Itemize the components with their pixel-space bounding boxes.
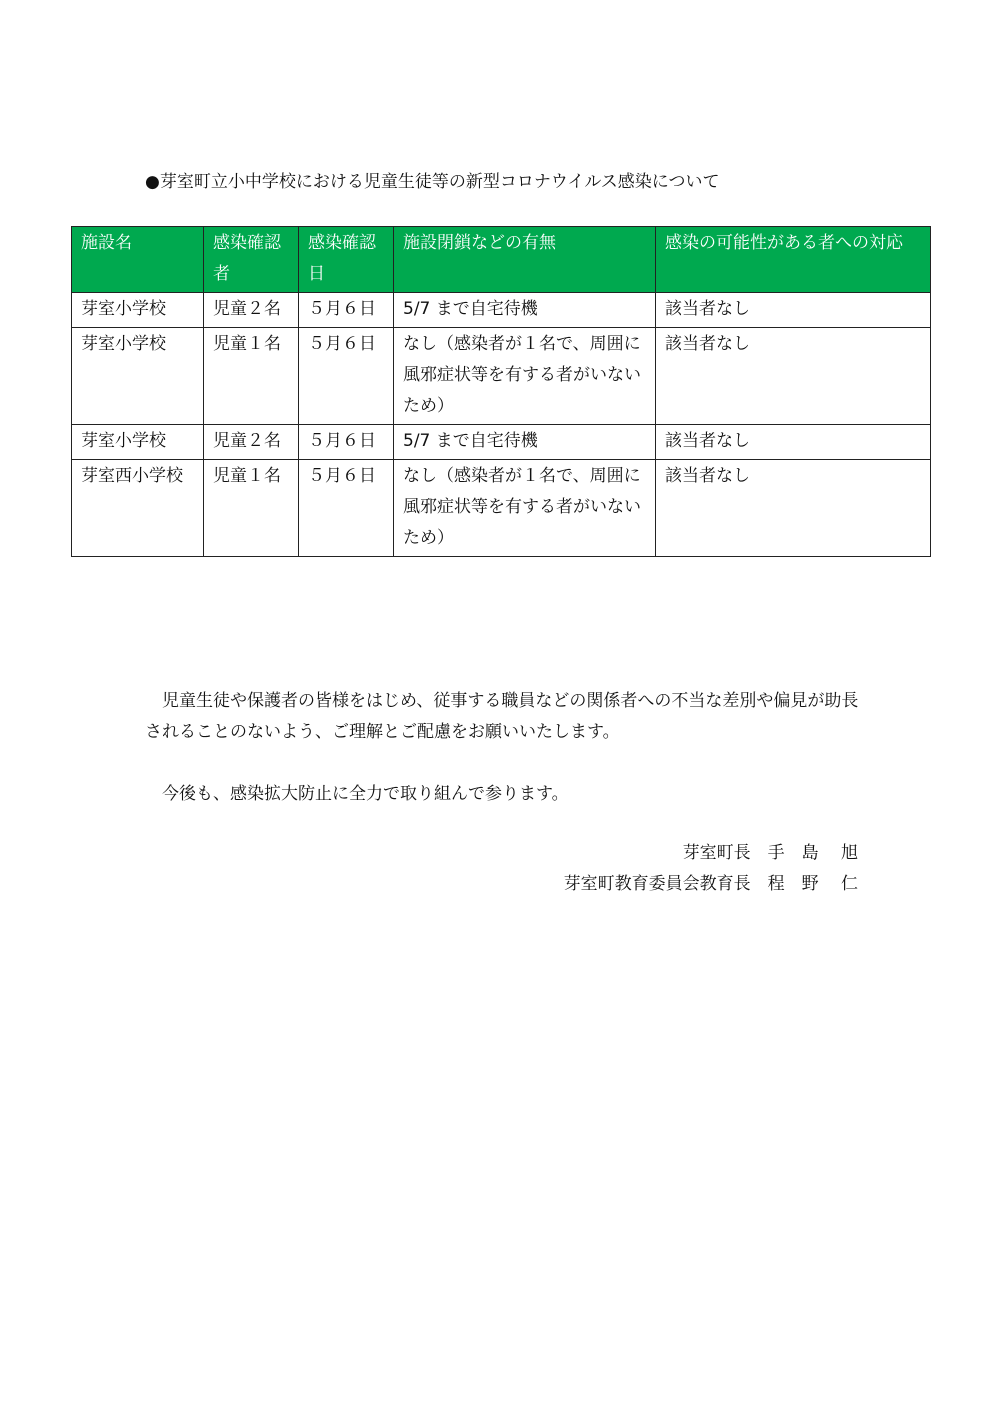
header-confirmed-date: 感染確認日 (299, 227, 394, 293)
cell-date: ５月６日 (299, 328, 394, 425)
cell-facility: 芽室小学校 (72, 293, 204, 328)
cell-person: 児童２名 (204, 293, 299, 328)
cell-date: ５月６日 (299, 293, 394, 328)
cell-facility: 芽室西小学校 (72, 460, 204, 557)
table-row (72, 328, 931, 425)
cell-date: ５月６日 (299, 425, 394, 460)
table-row (72, 293, 931, 328)
request-paragraph: 児童生徒や保護者の皆様をはじめ、従事する職員などの関係者への不当な差別や偏見が助長されることのないよう、ご理解とご配慮をお願いいたします。 (145, 691, 859, 742)
cell-person: 児童１名 (204, 460, 299, 557)
cell-response: 該当者なし (656, 425, 931, 460)
cell-facility: 芽室小学校 (72, 425, 204, 460)
header-response: 感染の可能性がある者への対応 (656, 227, 931, 293)
header-facility-name: 施設名 (72, 227, 204, 293)
document-title: ●芽室町立小中学校における児童生徒等の新型コロナウイルス感染について (145, 172, 720, 192)
signature-mayor: 芽室町長 手 島 旭 (682, 843, 858, 863)
cell-closure: 5/7 まで自宅待機 (394, 425, 656, 460)
cell-response: 該当者なし (656, 293, 931, 328)
signature-superintendent: 芽室町教育委員会教育長 程 野 仁 (563, 874, 858, 894)
cell-facility: 芽室小学校 (72, 328, 204, 425)
table-header-row (72, 227, 931, 293)
cell-closure: なし（感染者が１名で、周囲に風邪症状等を有する者がいないため） (394, 460, 656, 557)
cell-closure: 5/7 まで自宅待機 (394, 293, 656, 328)
cell-person: 児童２名 (204, 425, 299, 460)
cell-person: 児童１名 (204, 328, 299, 425)
header-confirmed-person: 感染確認者 (204, 227, 299, 293)
header-facility-closure: 施設閉鎖などの有無 (394, 227, 656, 293)
cell-date: ５月６日 (299, 460, 394, 557)
table-row (72, 425, 931, 460)
cell-closure: なし（感染者が１名で、周囲に風邪症状等を有する者がいないため） (394, 328, 656, 425)
infection-table (71, 226, 931, 557)
table-row (72, 460, 931, 557)
cell-response: 該当者なし (656, 460, 931, 557)
prevention-paragraph: 今後も、感染拡大防止に全力で取り組んで参ります。 (162, 784, 569, 804)
cell-response: 該当者なし (656, 328, 931, 425)
